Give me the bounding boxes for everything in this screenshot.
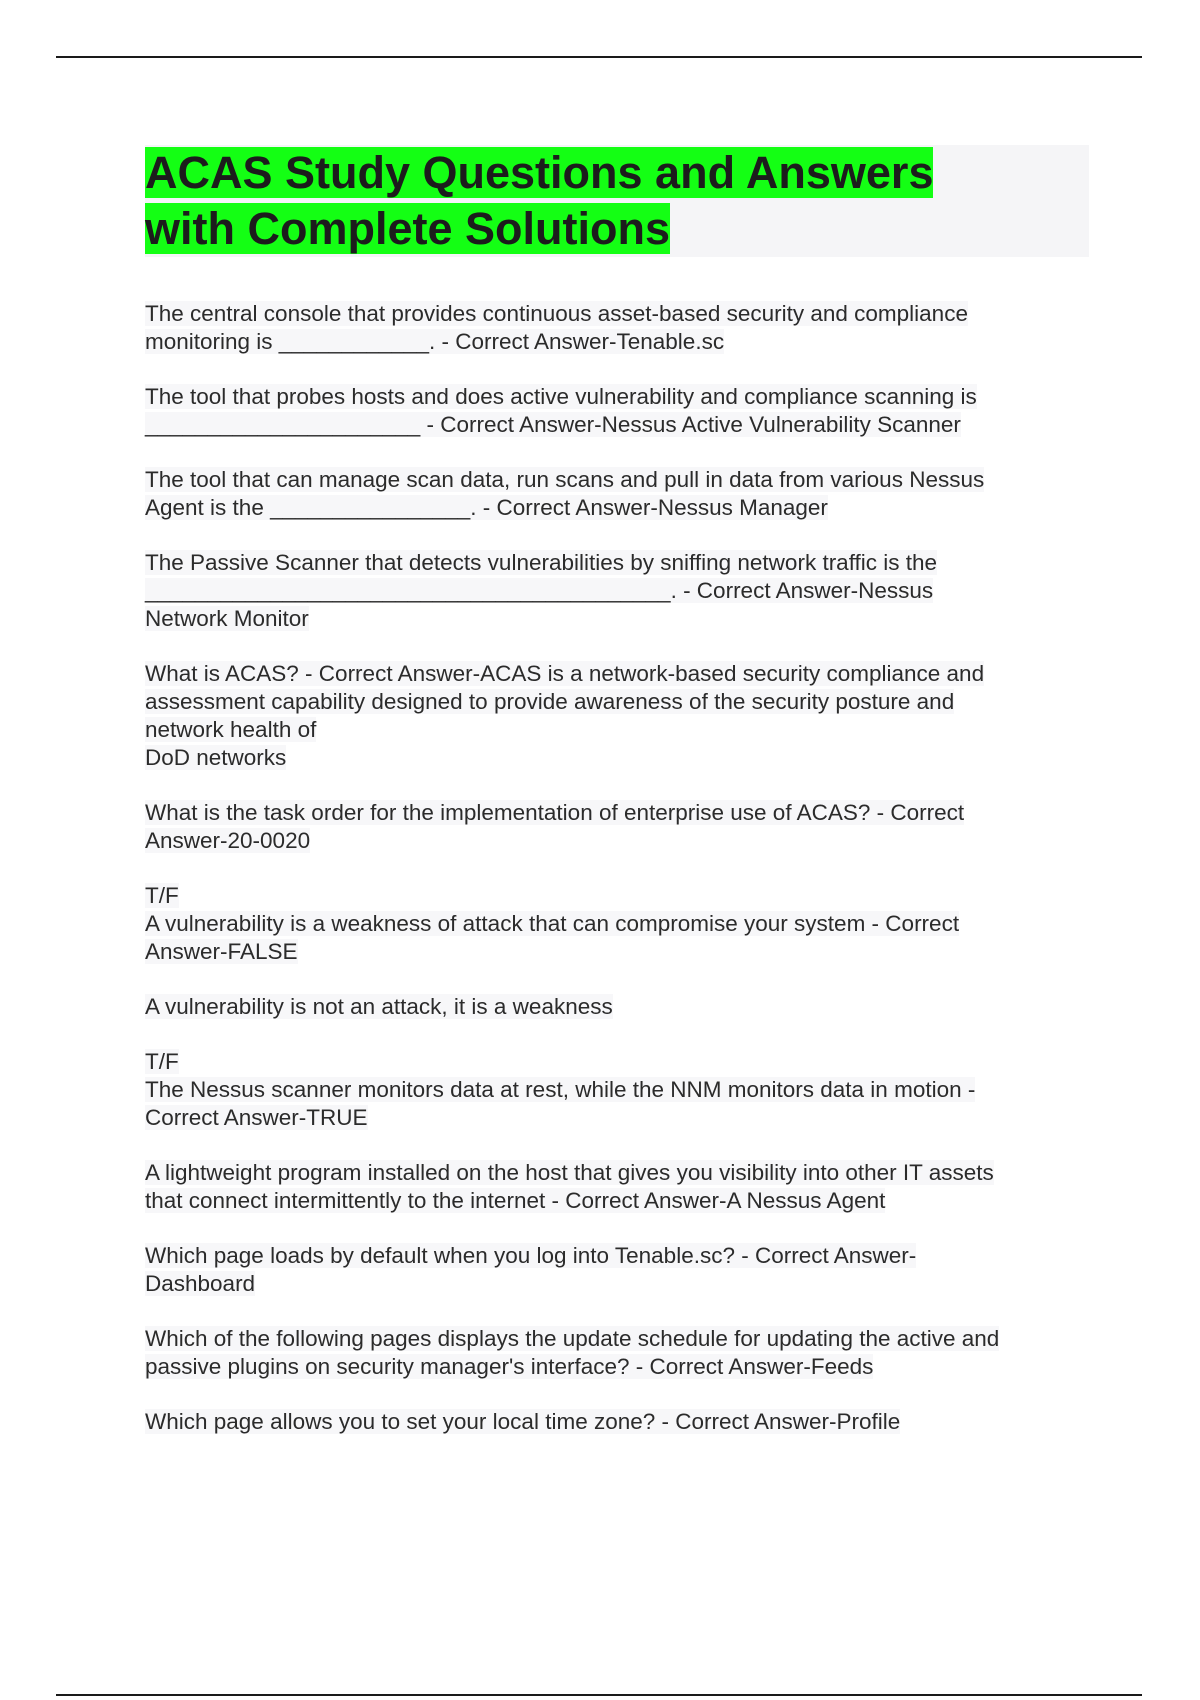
qa-item: A vulnerability is not an attack, it is a weakness — [145, 994, 613, 1019]
qa-item: A lightweight program installed on the host that gives you visibility into other IT assets that connect intermittently to the internet - Correct Answer-A Nessus Agent — [145, 1160, 994, 1213]
qa-item: Which of the following pages displays the update schedule for updating the active and passive plugins on security manager's interface? - Correct Answer-Feeds — [145, 1326, 1000, 1379]
header-rule — [56, 56, 1142, 58]
qa-item: T/F The Nessus scanner monitors data at rest, while the NNM monitors data in motion - Correct Answer-TRUE — [145, 1049, 976, 1130]
qa-item: Which page loads by default when you log into Tenable.sc? - Correct Answer- Dashboard — [145, 1243, 917, 1296]
title-block — [145, 145, 1089, 257]
title-line-1: ACAS Study Questions and Answers — [145, 147, 934, 198]
document-title — [145, 145, 1089, 257]
footer-rule — [56, 1694, 1142, 1696]
qa-list — [145, 300, 1075, 1463]
qa-item: The central console that provides continuous asset-based security and compliance monitoring is ____________. - Correct Answer-Tenable.sc — [145, 301, 968, 354]
qa-item: Which page allows you to set your local time zone? - Correct Answer-Profile — [145, 1409, 901, 1434]
qa-item: What is ACAS? - Correct Answer-ACAS is a network-based security compliance and assessment capability designed to provide awareness of the security posture and network health of DoD networks — [145, 661, 985, 770]
qa-item: T/F A vulnerability is a weakness of attack that can compromise your system - Correct Answer-FALSE — [145, 883, 960, 964]
qa-item: What is the task order for the implementation of enterprise use of ACAS? - Correct Answer-20-0020 — [145, 800, 965, 853]
qa-item: The Passive Scanner that detects vulnerabilities by sniffing network traffic is the __________________________________________. - Correct Answer-Nessus Network Monitor — [145, 550, 938, 631]
qa-item: The tool that can manage scan data, run scans and pull in data from various Nessus Agent is the ________________. - Correct Answer-Nessus Manager — [145, 467, 985, 520]
qa-item: The tool that probes hosts and does active vulnerability and compliance scanning is ______________________ - Correct Answer-Nessus Active Vulnerability Scanner — [145, 384, 977, 437]
title-line-2: with Complete Solutions — [145, 203, 670, 254]
